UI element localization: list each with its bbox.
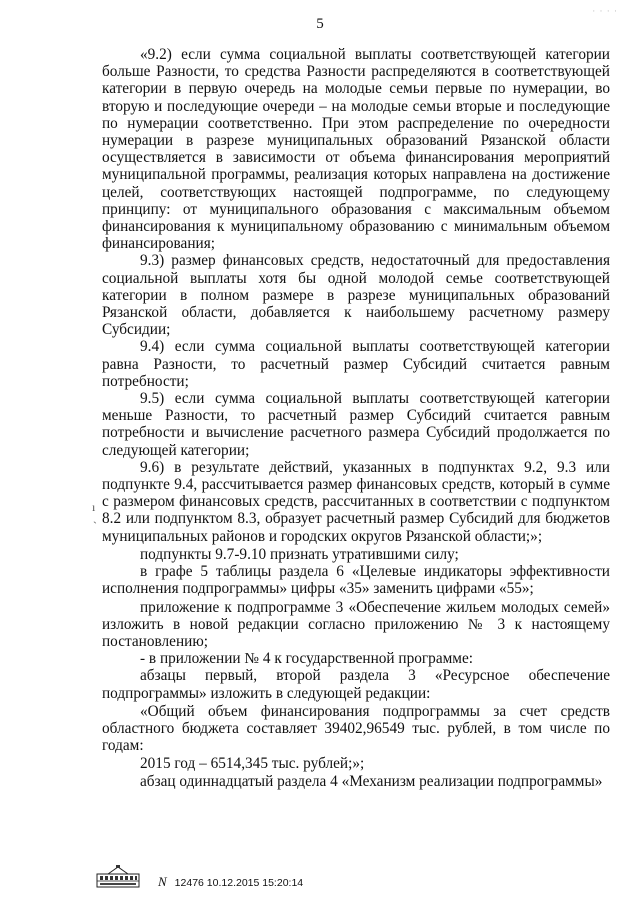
paragraph-9-3: 9.3) размер финансовых средств, недостаточный для предоставления социальной выплаты хотя бы одной молодой семье соответствующей категории в полном размере в разрезе муниципальных образований Рязанской области, добавляется к наибольшему расчетному размеру Субсидии; — [102, 252, 610, 339]
paragraph-total-financing: «Общий объем финансирования подпрограммы за счет средств областного бюджета составляет 39402,96549 тыс. рублей, в том числе по годам: — [102, 702, 610, 755]
paragraph-table-column-5: в графе 5 таблицы раздела 6 «Целевые индикаторы эффективности исполнения подпрограммы» цифры «35» заменить цифрами «55»; — [102, 563, 610, 598]
paragraph-subitems-repealed: подпункты 9.7-9.10 признать утратившими силу; — [140, 545, 459, 563]
registration-footer — [96, 862, 303, 890]
paragraph-9-2: «9.2) если сумма социальной выплаты соответствующей категории больше Разности, то средства Разности распределяются в соответствующей категории в первую очередь на молодые семьи первые по нумерации, во вторую и последующие очереди – на молодые семьи вторые и последующие по нумерации соответственно. При этом распределение по очередности нумерации в разрезе муниципальных образований Рязанской области осуществляется в зависимости от объема финансирования мероприятий муниципальной программы, реализация которых направлена на достижение целей, соответствующих настоящей подпрограмме, по следующему принципу: от муниципального образования с максимальным объемом финансирования к муниципальному образованию с минимальным объемом финансирования; — [102, 46, 610, 253]
paragraph-appendix-4: - в приложении № 4 к государственной программе: — [140, 650, 474, 668]
registry-stamp-icon — [96, 864, 140, 890]
paragraph-year-2015: 2015 год – 6514,345 тыс. рублей;»; — [140, 755, 365, 773]
corner-scan-mark: · · · · — [592, 6, 618, 16]
margin-mark: ˋ — [93, 519, 97, 533]
paragraph-9-4: 9.4) если сумма социальной выплаты соответствующей категории равна Разности, то расчетный размер Субсидий считается равным потребности; — [102, 338, 610, 390]
paragraph-9-6: 9.6) в результате действий, указанных в подпунктах 9.2, 9.3 или подпункте 9.4, рассчитывается размер финансовых средств, который в сумме с размером финансовых средств, рассчитанных в соответствии с подпунктом 8.2 или подпунктом 8.3, образует расчетный размер Субсидий для бюджетов муниципальных районов и городских округов Рязанской области;»; — [102, 458, 610, 545]
margin-mark: ı — [92, 500, 96, 514]
paragraph-9-5: 9.5) если сумма социальной выплаты соответствующей категории меньше Разности, то расчетный размер Субсидий считается равным потребности и вычисление расчетного размера Субсидий продолжается по следующей категории; — [102, 390, 610, 459]
paragraph-section-4-mechanism: абзац одиннадцатый раздела 4 «Механизм реализации подпрограммы» — [140, 772, 603, 790]
document-body — [102, 46, 610, 790]
registration-mark: N — [158, 874, 167, 889]
paragraph-section-3-resources: абзацы первый, второй раздела 3 «Ресурсное обеспечение подпрограммы» изложить в следующей редакции: — [102, 667, 610, 702]
registration-number-timestamp: 12476 10.12.2015 15:20:14 — [174, 877, 304, 889]
paragraph-appendix-subprogram-3: приложение к подпрограмме 3 «Обеспечение жильем молодых семей» изложить в новой редакции согласно приложению № 3 к настоящему постановлению; — [102, 598, 610, 650]
page-number: 5 — [316, 16, 324, 32]
